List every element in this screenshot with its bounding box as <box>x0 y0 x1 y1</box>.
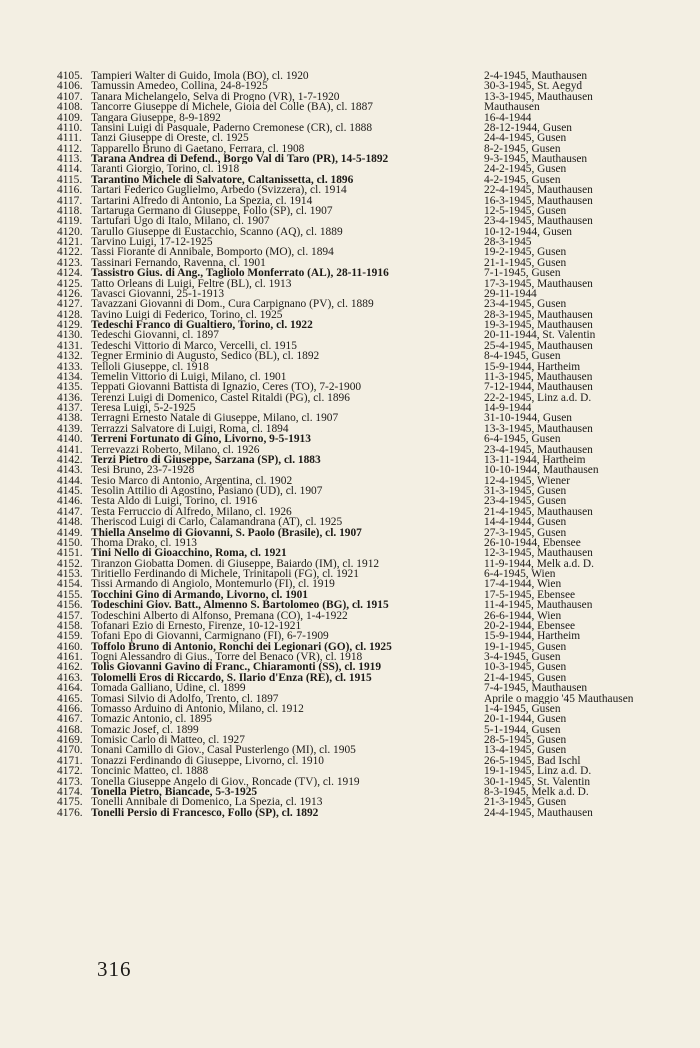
entry-number: 4152. <box>57 557 83 570</box>
entry-name: Tonani Camillo di Giov., Casal Pusterlengo (MI), cl. 1905 <box>91 745 356 756</box>
entry-number: 4123. <box>57 256 83 269</box>
list-item <box>57 206 697 216</box>
entry-name: Tassistro Gius. di Ang., Tagliolo Monferrato (AL), 28-11-1916 <box>91 268 389 279</box>
deportee-list <box>57 71 697 818</box>
entry-number: 4155. <box>57 588 83 601</box>
entry-fate: 7-12-1944, Mauthausen <box>484 382 593 393</box>
entry-fate: 21-4-1945, Gusen <box>484 672 567 684</box>
entry-name: Tomisic Carlo di Matteo, cl. 1927 <box>91 735 245 746</box>
list-item <box>57 247 697 257</box>
entry-fate: 10-3-1945, Gusen <box>484 662 567 673</box>
list-item <box>57 621 697 631</box>
entry-fate: 27-3-1945, Gusen <box>484 527 567 538</box>
entry-name: Tesolin Attilio di Agostino, Pasiano (UD), cl. 1907 <box>91 486 323 497</box>
list-item <box>57 196 697 206</box>
list-item <box>57 393 697 403</box>
entry-name: Tanzi Giuseppe di Oreste, cl. 1925 <box>91 133 249 144</box>
entry-name: Tansini Luigi di Pasquale, Paderno Cremonese (CR), cl. 1888 <box>91 122 373 134</box>
entry-name: Thoma Drako, cl. 1913 <box>91 537 197 549</box>
entry-name: Tesio Marco di Antonio, Argentina, cl. 1902 <box>91 475 293 486</box>
entry-fate: 20-2-1944, Ebensee <box>484 620 576 632</box>
entry-fate: 12-5-1945, Gusen <box>484 205 567 217</box>
entry-name: Teppati Giovanni Battista di Ignazio, Ceres (TO), 7-2-1900 <box>91 382 362 393</box>
entry-number: 4159. <box>57 630 83 643</box>
page-number: 316 <box>97 957 132 981</box>
list-item <box>57 144 697 154</box>
entry-name: Tarvino Luigi, 17-12-1925 <box>91 237 213 248</box>
entry-name: Togni Alessandro di Gius., Torre del Benaco (VR), cl. 1918 <box>91 652 363 663</box>
list-item <box>57 102 697 112</box>
entry-fate: 24-4-1945, Gusen <box>484 133 567 144</box>
list-item <box>57 766 697 776</box>
entry-fate: 7-4-1945, Mauthausen <box>484 683 588 694</box>
list-item <box>57 362 697 372</box>
entry-number: 4127. <box>57 298 83 311</box>
entry-fate: 28-12-1944, Gusen <box>484 122 572 134</box>
entry-number: 4156. <box>57 599 83 612</box>
list-item <box>57 133 697 143</box>
entry-fate: 17-4-1944, Wien <box>484 579 562 590</box>
entry-name: Tocchini Gino di Armando, Livorno, cl. 1901 <box>91 589 308 601</box>
entry-number: 4116. <box>57 184 83 197</box>
entry-number: 4133. <box>57 360 83 373</box>
entry-name: Tartaruga Germano di Giuseppe, Follo (SP), cl. 1907 <box>91 205 333 217</box>
entry-number: 4106. <box>57 80 83 93</box>
entry-fate: 23-4-1945, Gusen <box>484 299 567 310</box>
entry-number: 4108. <box>57 101 83 114</box>
entry-name: Theriscod Luigi di Carlo, Calamandrana (AT), cl. 1925 <box>91 517 343 528</box>
list-item <box>57 611 697 621</box>
entry-name: Tapparello Bruno di Gaetano, Ferrara, cl. 1908 <box>91 143 305 154</box>
entry-fate: 11-3-1945, Mauthausen <box>484 371 593 383</box>
entry-name: Tedeschi Franco di Gualtiero, Torino, cl. 1922 <box>91 320 313 331</box>
entry-name: Tartufari Ugo di Italo, Milano, cl. 1907 <box>91 216 270 227</box>
entry-name: Toncinic Matteo, cl. 1888 <box>91 766 209 777</box>
entry-fate: 19-1-1945, Gusen <box>484 641 567 652</box>
entry-name: Tassinari Fernando, Ravenna, cl. 1901 <box>91 257 266 269</box>
list-item <box>57 351 697 361</box>
entry-name: Tarantino Michele di Salvatore, Caltanissetta, cl. 1896 <box>91 174 354 186</box>
entry-number: 4172. <box>57 765 83 778</box>
entry-number: 4153. <box>57 568 83 580</box>
entry-fate: 28-3-1945 <box>484 237 532 248</box>
list-item <box>57 662 697 672</box>
entry-name: Terenzi Luigi di Domenico, Castel Ritaldi (PG), cl. 1896 <box>91 392 350 403</box>
entry-name: Terzi Pietro di Giuseppe, Sarzana (SP), cl. 1883 <box>91 454 321 466</box>
entry-number: 4111. <box>57 132 82 145</box>
list-item <box>57 517 697 527</box>
entry-name: Tolis Giovanni Gavino di Franc., Chiaramonti (SS), cl. 1919 <box>91 662 382 673</box>
entry-fate: 22-4-1945, Mauthausen <box>484 185 593 196</box>
entry-number: 4174. <box>57 785 83 798</box>
entry-fate: 13-3-1945, Mauthausen <box>484 423 593 435</box>
entry-number: 4171. <box>57 754 83 767</box>
entry-number: 4147. <box>57 505 83 518</box>
entry-number: 4132. <box>57 350 83 363</box>
list-item <box>57 808 697 818</box>
entry-number: 4134. <box>57 370 83 383</box>
entry-name: Tofani Epo di Giovanni, Carmignano (FI), 6-7-1909 <box>91 631 329 642</box>
entry-number: 4175. <box>57 796 83 809</box>
entry-name: Taranti Giorgio, Torino, cl. 1918 <box>91 164 240 175</box>
entry-name: Tomazic Josef, cl. 1899 <box>91 724 199 735</box>
list-item <box>57 725 697 735</box>
entry-name: Tesi Bruno, 23-7-1928 <box>91 465 195 476</box>
entry-name: Tarullo Giuseppe di Eustacchio, Scanno (AQ), cl. 1889 <box>91 226 343 237</box>
entry-name: Tangara Giuseppe, 8-9-1892 <box>91 112 221 123</box>
entry-name: Tomazic Antonio, cl. 1895 <box>91 714 212 725</box>
entry-name: Tissi Armando di Angiolo, Montemurlo (FI), cl. 1919 <box>91 579 335 590</box>
entry-fate: 12-4-1945, Wiener <box>484 475 571 486</box>
list-item <box>57 673 697 683</box>
list-item <box>57 123 697 133</box>
entry-number: 4110. <box>57 121 83 134</box>
list-item <box>57 320 697 330</box>
list-item <box>57 652 697 662</box>
entry-number: 4128. <box>57 308 83 321</box>
entry-number: 4168. <box>57 723 83 736</box>
entry-number: 4121. <box>57 236 83 248</box>
entry-name: Tartarini Alfredo di Antonio, La Spezia, cl. 1914 <box>91 195 313 206</box>
entry-fate: 19-1-1945, Linz a.d. D. <box>484 766 592 777</box>
entry-number: 4173. <box>57 775 83 788</box>
entry-number: 4169. <box>57 734 83 746</box>
entry-fate: 20-1-1944, Gusen <box>484 714 567 725</box>
list-item <box>57 735 697 745</box>
entry-number: 4120. <box>57 225 83 238</box>
list-item <box>57 445 697 455</box>
entry-fate: 11-9-1944, Melk a.d. D. <box>484 558 594 569</box>
entry-name: Thiella Anselmo di Giovanni, S. Paolo (Brasile), cl. 1907 <box>91 527 362 538</box>
entry-number: 4158. <box>57 619 83 632</box>
list-item <box>57 372 697 382</box>
entry-name: Tamussin Amedeo, Collina, 24-8-1925 <box>91 81 268 92</box>
list-item <box>57 683 697 693</box>
entry-name: Tancorre Giuseppe di Michele, Gioia del Colle (BA), cl. 1887 <box>91 102 373 113</box>
entry-fate: 25-4-1945, Mauthausen <box>484 340 593 352</box>
entry-fate: 23-4-1945, Mauthausen <box>484 216 593 227</box>
entry-number: 4157. <box>57 609 83 622</box>
entry-fate: 17-3-1945, Mauthausen <box>484 278 593 289</box>
entry-name: Tomasi Silvio di Adolfo, Trento, cl. 1897 <box>91 693 279 704</box>
entry-number: 4139. <box>57 422 83 435</box>
entry-fate: 16-4-1944 <box>484 112 532 123</box>
list-item <box>57 227 697 237</box>
entry-number: 4130. <box>57 329 83 342</box>
list-item <box>57 299 697 309</box>
list-item <box>57 745 697 755</box>
list-item <box>57 486 697 496</box>
entry-number: 4118. <box>57 204 83 217</box>
entry-name: Tavasci Giovanni, 25-1-1913 <box>91 288 225 300</box>
entry-number: 4149. <box>57 526 83 539</box>
entry-number: 4112. <box>57 142 83 155</box>
entry-name: Tampieri Walter di Guido, Imola (BO), cl. 1920 <box>91 71 309 82</box>
entry-fate: 28-5-1945, Gusen <box>484 735 567 746</box>
list-item <box>57 714 697 724</box>
list-item <box>57 154 697 164</box>
list-item <box>57 413 697 423</box>
entry-name: Teresa Luigi, 5-2-1925 <box>91 403 196 414</box>
entry-fate: 21-3-1945, Gusen <box>484 797 567 808</box>
entry-name: Tarana Andrea di Defend., Borgo Val di Taro (PR), 14-5-1892 <box>91 154 389 165</box>
list-item <box>57 279 697 289</box>
entry-fate: 23-4-1945, Gusen <box>484 496 567 507</box>
list-item <box>57 185 697 195</box>
entry-number: 4124. <box>57 267 83 280</box>
entry-number: 4151. <box>57 547 83 560</box>
entry-number: 4105. <box>57 70 83 82</box>
entry-name: Telloli Giuseppe, cl. 1918 <box>91 361 209 372</box>
list-item <box>57 164 697 174</box>
entry-name: Terrevazzi Roberto, Milano, cl. 1926 <box>91 444 260 455</box>
entry-number: 4164. <box>57 682 83 695</box>
entry-fate: 20-11-1944, St. Valentin <box>484 330 596 341</box>
entry-number: 4143. <box>57 464 83 477</box>
list-item <box>57 476 697 486</box>
entry-name: Tartari Federico Guglielmo, Arbedo (Svizzera), cl. 1914 <box>91 185 347 196</box>
list-item <box>57 403 697 413</box>
list-item <box>57 496 697 506</box>
entry-name: Tonella Giuseppe Angelo di Giov., Roncade (TV), cl. 1919 <box>91 776 360 787</box>
entry-name: Todeschini Giov. Batt., Almenno S. Bartolomeo (BG), cl. 1915 <box>91 600 389 611</box>
entry-name: Tonazzi Ferdinando di Giuseppe, Livorno, cl. 1910 <box>91 755 324 767</box>
entry-fate: 26-5-1945, Bad Ischl <box>484 755 581 767</box>
entry-fate: 12-3-1945, Mauthausen <box>484 548 593 559</box>
entry-fate: 15-9-1944, Hartheim <box>484 631 581 642</box>
entry-name: Tonella Pietro, Biancade, 5-3-1925 <box>91 786 258 798</box>
entry-name: Tanara Michelangelo, Selva di Progno (VR), 1-7-1920 <box>91 91 340 103</box>
entry-fate: 10-12-1944, Gusen <box>484 226 572 237</box>
list-item <box>57 310 697 320</box>
list-item <box>57 569 697 579</box>
entry-fate: 26-10-1944, Ebensee <box>484 537 581 549</box>
entry-number: 4126. <box>57 287 83 300</box>
entry-fate: 17-5-1945, Ebensee <box>484 589 576 601</box>
entry-name: Tavino Luigi di Federico, Torino, cl. 1925 <box>91 309 283 320</box>
list-item <box>57 694 697 704</box>
entry-fate: 16-3-1945, Mauthausen <box>484 195 593 206</box>
entry-name: Tolomelli Eros di Riccardo, S. Ilario d'Enza (RE), cl. 1915 <box>91 672 372 684</box>
list-item <box>57 92 697 102</box>
entry-name: Tedeschi Vittorio di Marco, Vercelli, cl. 1915 <box>91 340 297 352</box>
entry-fate: 14-4-1944, Gusen <box>484 517 567 528</box>
entry-name: Tassi Fiorante di Annibale, Bomporto (MO), cl. 1894 <box>91 247 334 258</box>
entry-number: 4161. <box>57 651 83 663</box>
entry-name: Temelin Vittorio di Luigi, Milano, cl. 1901 <box>91 371 287 383</box>
entry-fate: 11-4-1945, Mauthausen <box>484 600 593 611</box>
list-item <box>57 113 697 123</box>
entry-number: 4113. <box>57 153 83 165</box>
list-item <box>57 548 697 558</box>
list-item <box>57 81 697 91</box>
entry-fate: 8-2-1945, Gusen <box>484 143 561 154</box>
list-item <box>57 787 697 797</box>
entry-name: Testa Aldo di Luigi, Torino, cl. 1916 <box>91 496 258 507</box>
entry-fate: 14-9-1944 <box>484 403 532 414</box>
entry-number: 4166. <box>57 702 83 715</box>
entry-name: Tonelli Persio di Francesco, Follo (SP), cl. 1892 <box>91 807 319 818</box>
entry-fate: 7-1-1945, Gusen <box>484 268 561 279</box>
entry-number: 4142. <box>57 453 83 466</box>
entry-number: 4114. <box>57 163 83 176</box>
list-item <box>57 434 697 444</box>
entry-fate: 19-2-1945, Gusen <box>484 247 567 258</box>
entry-name: Testa Ferruccio di Alfredo, Milano, cl. 1926 <box>91 506 292 518</box>
list-item <box>57 330 697 340</box>
entry-number: 4162. <box>57 661 83 674</box>
entry-fate: 31-3-1945, Gusen <box>484 486 567 497</box>
entry-fate: 6-4-1945, Gusen <box>484 434 561 445</box>
entry-fate: 24-2-1945, Gusen <box>484 164 567 175</box>
entry-fate: 19-3-1945, Mauthausen <box>484 320 593 331</box>
entry-fate: Aprile o maggio '45 Mauthausen <box>484 693 634 704</box>
entry-number: 4163. <box>57 671 83 684</box>
entry-fate: 13-4-1945, Gusen <box>484 745 567 756</box>
entry-fate: 31-10-1944, Gusen <box>484 413 572 424</box>
entry-name: Tiranzon Giobatta Domen. di Giuseppe, Baiardo (IM), cl. 1912 <box>91 558 380 569</box>
entry-name: Tonelli Annibale di Domenico, La Spezia, cl. 1913 <box>91 797 323 808</box>
entry-number: 4141. <box>57 443 83 456</box>
entry-name: Terragni Ernesto Natale di Giuseppe, Milano, cl. 1907 <box>91 413 339 424</box>
entry-fate: 2-4-1945, Mauthausen <box>484 71 588 82</box>
entry-fate: Mauthausen <box>484 102 540 113</box>
entry-fate: 30-1-1945, St. Valentin <box>484 776 591 787</box>
entry-number: 4109. <box>57 111 83 124</box>
entry-name: Tiritiello Ferdinando di Michele, Trinitapoli (FG), cl. 1921 <box>91 569 359 580</box>
entry-fate: 28-3-1945, Mauthausen <box>484 309 593 320</box>
entry-fate: 13-11-1944, Hartheim <box>484 454 586 466</box>
entry-number: 4136. <box>57 391 83 404</box>
entry-number: 4167. <box>57 713 83 726</box>
list-item <box>57 642 697 652</box>
entry-name: Terrazzi Salvatore di Luigi, Roma, cl. 1894 <box>91 423 289 435</box>
entry-name: Tofanari Ezio di Ernesto, Firenze, 10-12-1921 <box>91 620 302 632</box>
entry-number: 4150. <box>57 536 83 549</box>
entry-fate: 8-3-1945, Melk a.d. D. <box>484 786 589 798</box>
entry-fate: 10-10-1944, Mauthausen <box>484 465 599 476</box>
entry-name: Tegner Erminio di Augusto, Sedico (BL), cl. 1892 <box>91 351 320 362</box>
list-item <box>57 237 697 247</box>
entry-number: 4145. <box>57 485 83 497</box>
list-item <box>57 756 697 766</box>
list-item <box>57 507 697 517</box>
list-item <box>57 465 697 475</box>
entry-name: Tedeschi Giovanni, cl. 1897 <box>91 330 219 341</box>
entry-fate: 22-2-1945, Linz a.d. D. <box>484 392 592 403</box>
list-item <box>57 175 697 185</box>
entry-fate: 3-4-1945, Gusen <box>484 652 561 663</box>
entry-number: 4119. <box>57 215 83 228</box>
list-item <box>57 71 697 81</box>
entry-fate: 30-3-1945, St. Aegyd <box>484 81 583 92</box>
entry-fate: 13-3-1945, Mauthausen <box>484 91 593 103</box>
entry-name: Tavazzani Giovanni di Dom., Cura Carpignano (PV), cl. 1889 <box>91 299 374 310</box>
entry-name: Tomada Galliano, Udine, cl. 1899 <box>91 683 246 694</box>
entry-number: 4146. <box>57 495 83 508</box>
list-item <box>57 559 697 569</box>
entry-name: Terreni Fortunato di Gino, Livorno, 9-5-1913 <box>91 434 311 445</box>
entry-number: 4135. <box>57 381 83 394</box>
entry-number: 4165. <box>57 692 83 705</box>
entry-number: 4122. <box>57 246 83 259</box>
entry-name: Tomasso Arduino di Antonio, Milano, cl. 1912 <box>91 703 304 715</box>
entry-fate: 4-2-1945, Gusen <box>484 174 561 186</box>
entry-fate: 26-6-1944, Wien <box>484 610 562 621</box>
entry-number: 4107. <box>57 90 83 103</box>
entry-number: 4137. <box>57 402 83 414</box>
list-item <box>57 268 697 278</box>
list-item <box>57 579 697 589</box>
entry-fate: 6-4-1945, Wien <box>484 569 556 580</box>
entry-name: Tini Nello di Gioacchino, Roma, cl. 1921 <box>91 548 287 559</box>
entry-number: 4140. <box>57 433 83 446</box>
entry-number: 4117. <box>57 194 83 207</box>
entry-fate: 21-4-1945, Mauthausen <box>484 506 593 518</box>
list-item <box>57 777 697 787</box>
entry-fate: 8-4-1945, Gusen <box>484 351 561 362</box>
entry-number: 4129. <box>57 319 83 331</box>
entry-number: 4115. <box>57 173 83 186</box>
entry-fate: 29-11-1944 <box>484 288 537 300</box>
list-item <box>57 258 697 268</box>
entry-fate: 9-3-1945, Mauthausen <box>484 154 588 165</box>
list-item <box>57 704 697 714</box>
list-item <box>57 455 697 465</box>
entry-fate: 24-4-1945, Mauthausen <box>484 807 593 818</box>
list-item <box>57 538 697 548</box>
entry-fate: 15-9-1944, Hartheim <box>484 361 581 372</box>
list-item <box>57 382 697 392</box>
entry-name: Tatto Orleans di Luigi, Feltre (BL), cl. 1913 <box>91 278 292 289</box>
list-item <box>57 424 697 434</box>
entry-fate: 23-4-1945, Mauthausen <box>484 444 593 455</box>
entry-name: Todeschini Alberto di Alfonso, Premana (CO), 1-4-1922 <box>91 610 348 621</box>
entry-name: Toffolo Bruno di Antonio, Ronchi dei Legionari (GO), cl. 1925 <box>91 641 392 652</box>
entry-fate: 1-4-1945, Gusen <box>484 703 561 715</box>
list-item <box>57 590 697 600</box>
entry-number: 4148. <box>57 516 83 529</box>
entry-number: 4131. <box>57 339 83 352</box>
list-item <box>57 341 697 351</box>
entry-number: 4170. <box>57 744 83 757</box>
entry-number: 4176. <box>57 806 83 819</box>
entry-number: 4125. <box>57 277 83 290</box>
entry-number: 4154. <box>57 578 83 591</box>
list-item <box>57 289 697 299</box>
list-item <box>57 528 697 538</box>
list-item <box>57 631 697 641</box>
list-item <box>57 797 697 807</box>
entry-number: 4144. <box>57 474 83 487</box>
entry-number: 4160. <box>57 640 83 653</box>
entry-fate: 5-1-1944, Gusen <box>484 724 561 735</box>
entry-fate: 21-1-1945, Gusen <box>484 257 567 269</box>
list-item <box>57 216 697 226</box>
list-item <box>57 600 697 610</box>
entry-number: 4138. <box>57 412 83 425</box>
